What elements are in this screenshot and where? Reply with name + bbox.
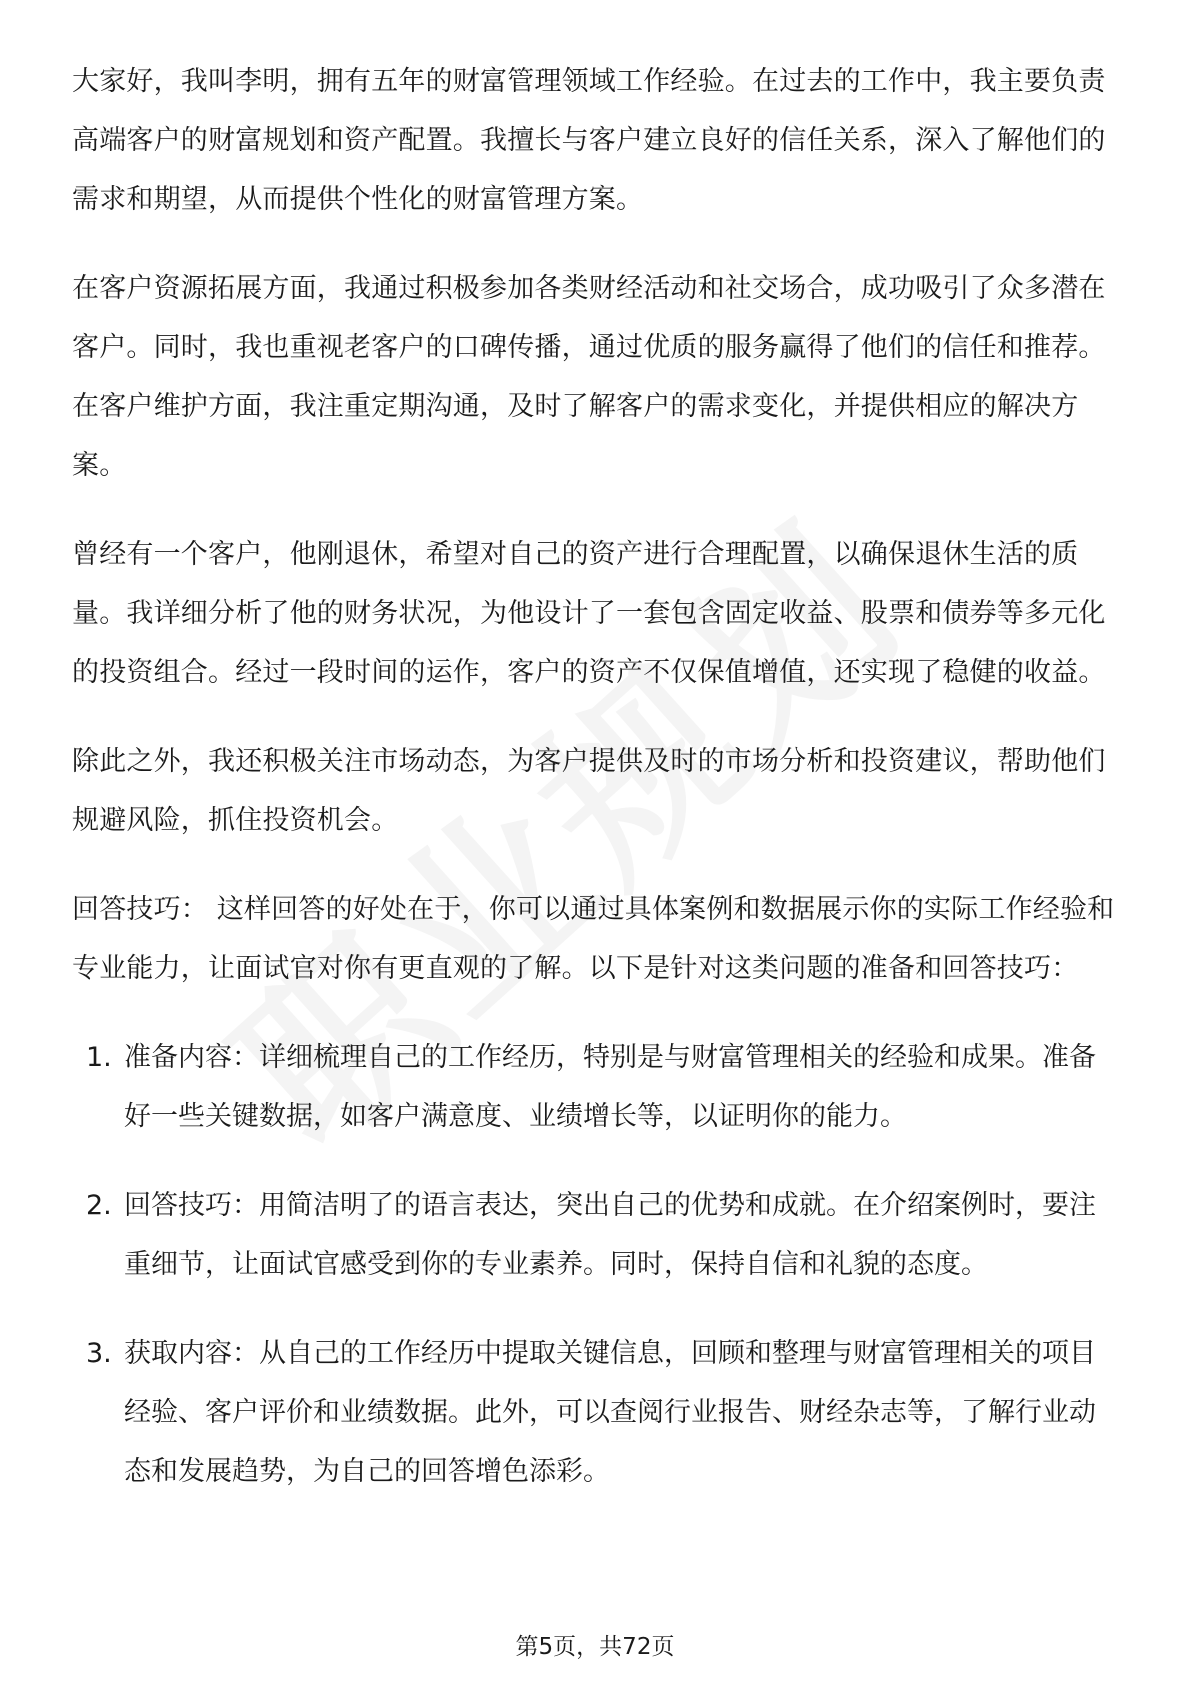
list-item-text: 准备内容：详细梳理自己的工作经历，特别是与财富管理相关的经验和成果。准备好一些关键数据，如客户满意度、业绩增长等，以证明你的能力。 (124, 1042, 1096, 1132)
paragraph-intro: 大家好，我叫李明，拥有五年的财富管理领域工作经验。在过去的工作中，我主要负责高端客户的财富规划和资产配置。我擅长与客户建立良好的信任关系，深入了解他们的需求和期望，从而提供个性化的财富管理方案。 (72, 66, 1106, 215)
list-number: 1. (86, 1042, 112, 1073)
list-number: 2. (86, 1190, 112, 1221)
list-item-text: 回答技巧：用简洁明了的语言表达，突出自己的优势和成就。在介绍案例时，要注重细节，让面试官感受到你的专业素养。同时，保持自信和礼貌的态度。 (124, 1190, 1096, 1280)
list-item (72, 1028, 1122, 1146)
paragraph-answer-tips: 回答技巧： 这样回答的好处在于，你可以通过具体案例和数据展示你的实际工作经验和专业能力，让面试官对你有更直观的了解。以下是针对这类问题的准备和回答技巧： (72, 894, 1115, 984)
paragraph-case-example: 曾经有一个客户，他刚退休，希望对自己的资产进行合理配置，以确保退休生活的质量。我详细分析了他的财务状况，为他设计了一套包含固定收益、股票和债券等多元化的投资组合。经过一段时间的运作，客户的资产不仅保值增值，还实现了稳健的收益。 (72, 539, 1106, 688)
list-item (72, 1176, 1122, 1294)
list-number: 3. (86, 1338, 112, 1369)
list-item (72, 1324, 1122, 1501)
list-item-text: 获取内容：从自己的工作经历中提取关键信息，回顾和整理与财富管理相关的项目经验、客户评价和业绩数据。此外，可以查阅行业报告、财经杂志等，了解行业动态和发展趋势，为自己的回答增色添彩。 (124, 1338, 1096, 1487)
document-body (72, 52, 1122, 1531)
page-footer: 第5页，共72页 (515, 1634, 675, 1660)
tips-list (72, 1028, 1122, 1501)
paragraph-client-expansion: 在客户资源拓展方面，我通过积极参加各类财经活动和社交场合，成功吸引了众多潜在客户。同时，我也重视老客户的口碑传播，通过优质的服务赢得了他们的信任和推荐。在客户维护方面，我注重定期沟通，及时了解客户的需求变化，并提供相应的解决方案。 (72, 273, 1106, 481)
paragraph-market-focus: 除此之外，我还积极关注市场动态，为客户提供及时的市场分析和投资建议，帮助他们规避风险，抓住投资机会。 (72, 746, 1106, 836)
